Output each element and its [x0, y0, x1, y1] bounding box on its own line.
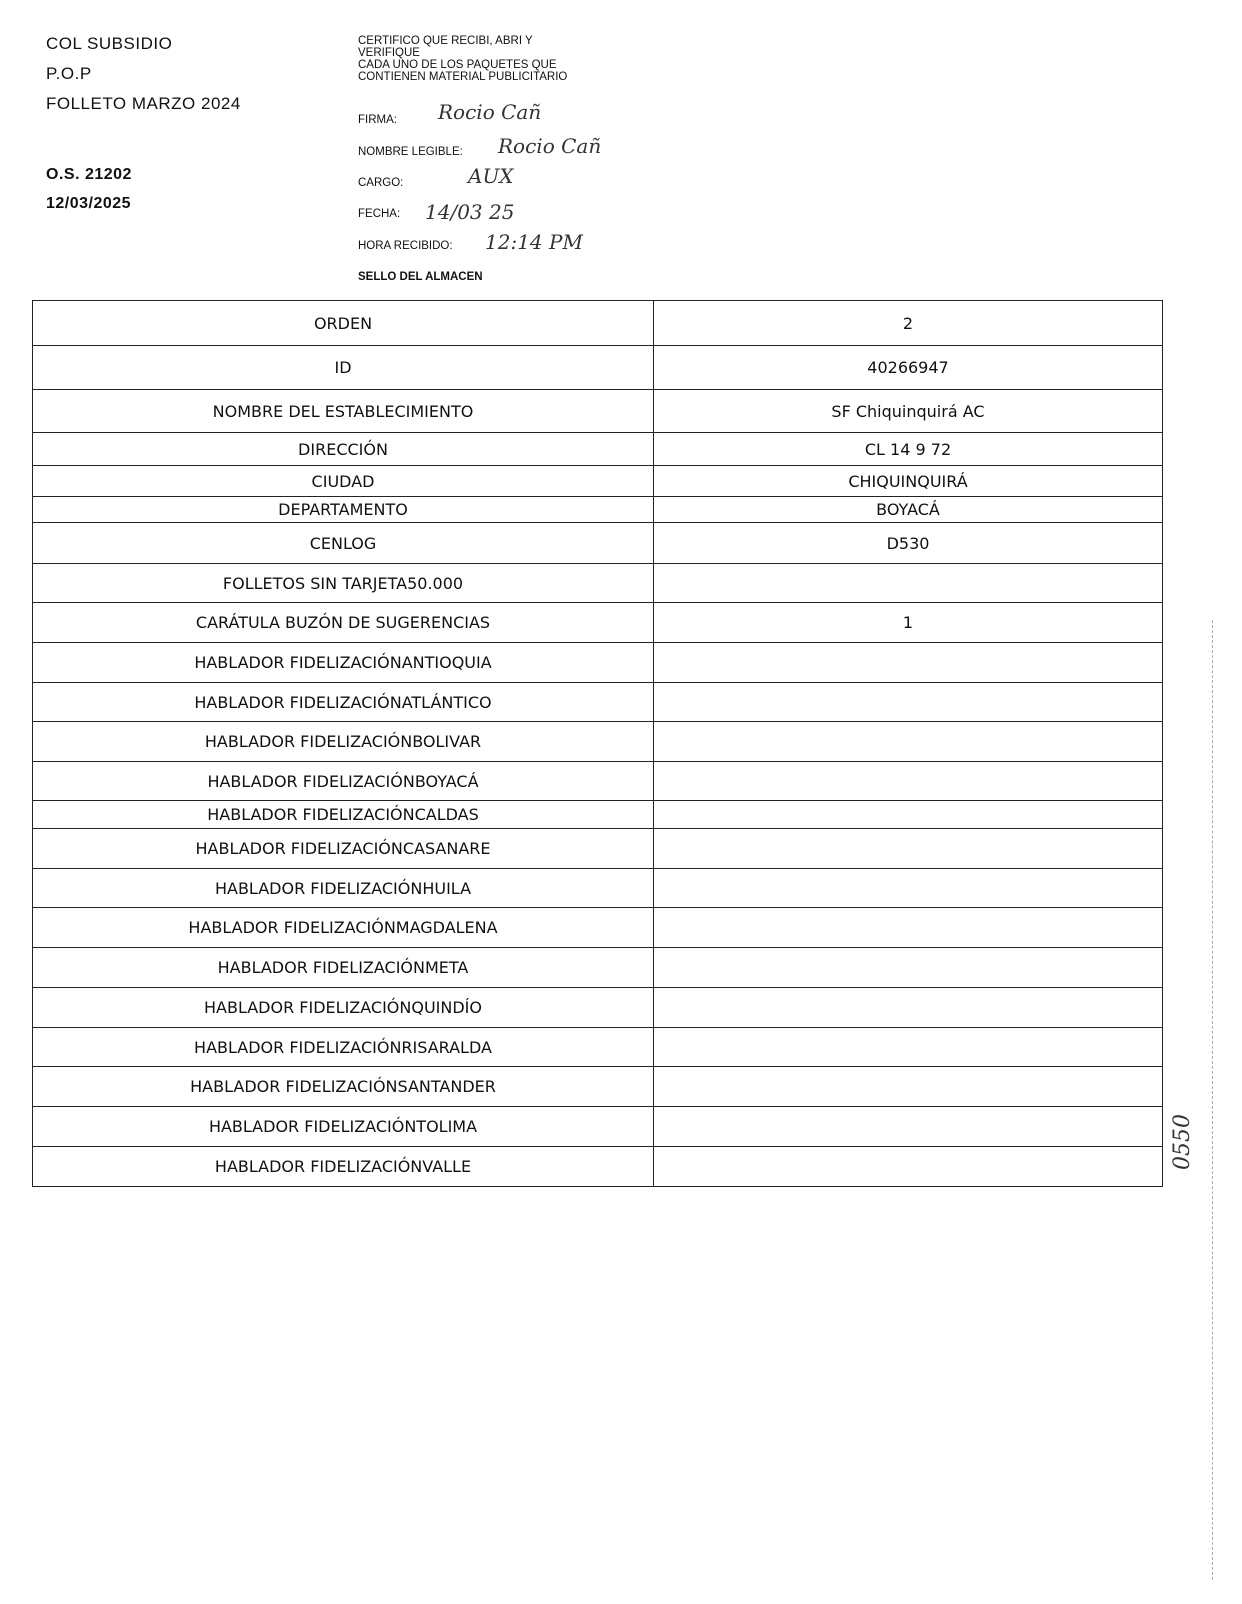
- row-label: HABLADOR FIDELIZACIÓNRISARALDA: [33, 1028, 654, 1067]
- cert-line: CERTIFICO QUE RECIBI, ABRI Y: [358, 35, 533, 47]
- fecha-value: 14/03 25: [425, 200, 515, 224]
- row-label: HABLADOR FIDELIZACIÓNMAGDALENA: [33, 908, 654, 948]
- table-row: [33, 497, 1163, 523]
- row-value: [654, 1067, 1163, 1107]
- row-label: HABLADOR FIDELIZACIÓNHUILA: [33, 869, 654, 908]
- row-value: CL 14 9 72: [654, 433, 1163, 466]
- fecha-label: FECHA:: [358, 208, 401, 220]
- row-value: [654, 829, 1163, 869]
- table-row: [33, 466, 1163, 497]
- row-label: FOLLETOS SIN TARJETA50.000: [33, 564, 654, 603]
- row-value: 1: [654, 603, 1163, 643]
- document-date: 12/03/2025: [46, 195, 132, 212]
- table-row: [33, 523, 1163, 564]
- table-row: [33, 346, 1163, 390]
- table-row: [33, 683, 1163, 722]
- row-label: HABLADOR FIDELIZACIÓNCASANARE: [33, 829, 654, 869]
- row-label: HABLADOR FIDELIZACIÓNSANTANDER: [33, 1067, 654, 1107]
- row-value: [654, 643, 1163, 683]
- row-value: [654, 683, 1163, 722]
- row-value: D530: [654, 523, 1163, 564]
- table-row: [33, 643, 1163, 683]
- row-value: [654, 801, 1163, 829]
- table-row: [33, 564, 1163, 603]
- cert-line: CADA UNO DE LOS PAQUETES QUE: [358, 59, 557, 71]
- table-row: [33, 948, 1163, 988]
- table-row: [33, 988, 1163, 1028]
- sello-label: SELLO DEL ALMACEN: [358, 271, 483, 283]
- row-value: [654, 948, 1163, 988]
- cert-line: CONTIENEN MATERIAL PUBLICITARIO: [358, 71, 568, 83]
- row-label: HABLADOR FIDELIZACIÓNQUINDÍO: [33, 988, 654, 1028]
- row-value: [654, 908, 1163, 948]
- delivery-table: [32, 300, 1163, 1187]
- table-row: [33, 762, 1163, 801]
- row-value: BOYACÁ: [654, 497, 1163, 523]
- row-label: CENLOG: [33, 523, 654, 564]
- table-row: [33, 1107, 1163, 1147]
- cargo-value: AUX: [468, 164, 514, 188]
- row-value: [654, 869, 1163, 908]
- folleto-title: FOLLETO MARZO 2024: [46, 94, 241, 113]
- row-label: CIUDAD: [33, 466, 654, 497]
- row-label: CARÁTULA BUZÓN DE SUGERENCIAS: [33, 603, 654, 643]
- row-label: ORDEN: [33, 301, 654, 346]
- table-row: [33, 869, 1163, 908]
- row-label: ID: [33, 346, 654, 390]
- firma-label: FIRMA:: [358, 114, 397, 126]
- row-label: HABLADOR FIDELIZACIÓNTOLIMA: [33, 1107, 654, 1147]
- cert-line: VERIFIQUE: [358, 47, 420, 59]
- table-row: [33, 1067, 1163, 1107]
- firma-signature: Rocio Cañ: [438, 100, 542, 124]
- row-value: [654, 722, 1163, 762]
- margin-note: 0550: [1170, 1114, 1195, 1170]
- table-row: [33, 433, 1163, 466]
- hora-value: 12:14 PM: [485, 230, 583, 254]
- row-value: CHIQUINQUIRÁ: [654, 466, 1163, 497]
- nombre-value: Rocio Cañ: [498, 134, 602, 158]
- company-name: COL SUBSIDIO: [46, 34, 173, 53]
- row-label: HABLADOR FIDELIZACIÓNANTIOQUIA: [33, 643, 654, 683]
- order-service: O.S. 21202: [46, 166, 132, 183]
- row-label: HABLADOR FIDELIZACIÓNATLÁNTICO: [33, 683, 654, 722]
- table-row: [33, 301, 1163, 346]
- table-row: [33, 801, 1163, 829]
- table-row: [33, 603, 1163, 643]
- row-label: HABLADOR FIDELIZACIÓNBOLIVAR: [33, 722, 654, 762]
- row-value: [654, 564, 1163, 603]
- table-row: [33, 390, 1163, 433]
- row-label: HABLADOR FIDELIZACIÓNVALLE: [33, 1147, 654, 1187]
- cargo-label: CARGO:: [358, 177, 404, 189]
- row-label: HABLADOR FIDELIZACIÓNBOYACÁ: [33, 762, 654, 801]
- table-row: [33, 1147, 1163, 1187]
- table-row: [33, 722, 1163, 762]
- row-label: HABLADOR FIDELIZACIÓNMETA: [33, 948, 654, 988]
- row-label: HABLADOR FIDELIZACIÓNCALDAS: [33, 801, 654, 829]
- row-label: DEPARTAMENTO: [33, 497, 654, 523]
- row-value: SF Chiquinquirá AC: [654, 390, 1163, 433]
- row-value: [654, 762, 1163, 801]
- row-value: [654, 1107, 1163, 1147]
- row-value: [654, 1028, 1163, 1067]
- row-label: NOMBRE DEL ESTABLECIMIENTO: [33, 390, 654, 433]
- row-value: [654, 1147, 1163, 1187]
- row-value: [654, 988, 1163, 1028]
- scan-edge: [1212, 620, 1214, 1580]
- table-row: [33, 908, 1163, 948]
- row-label: DIRECCIÓN: [33, 433, 654, 466]
- row-value: 40266947: [654, 346, 1163, 390]
- table-row: [33, 1028, 1163, 1067]
- row-value: 2: [654, 301, 1163, 346]
- pop-label: P.O.P: [46, 64, 92, 83]
- table-row: [33, 829, 1163, 869]
- hora-label: HORA RECIBIDO:: [358, 240, 453, 252]
- nombre-label: NOMBRE LEGIBLE:: [358, 146, 463, 158]
